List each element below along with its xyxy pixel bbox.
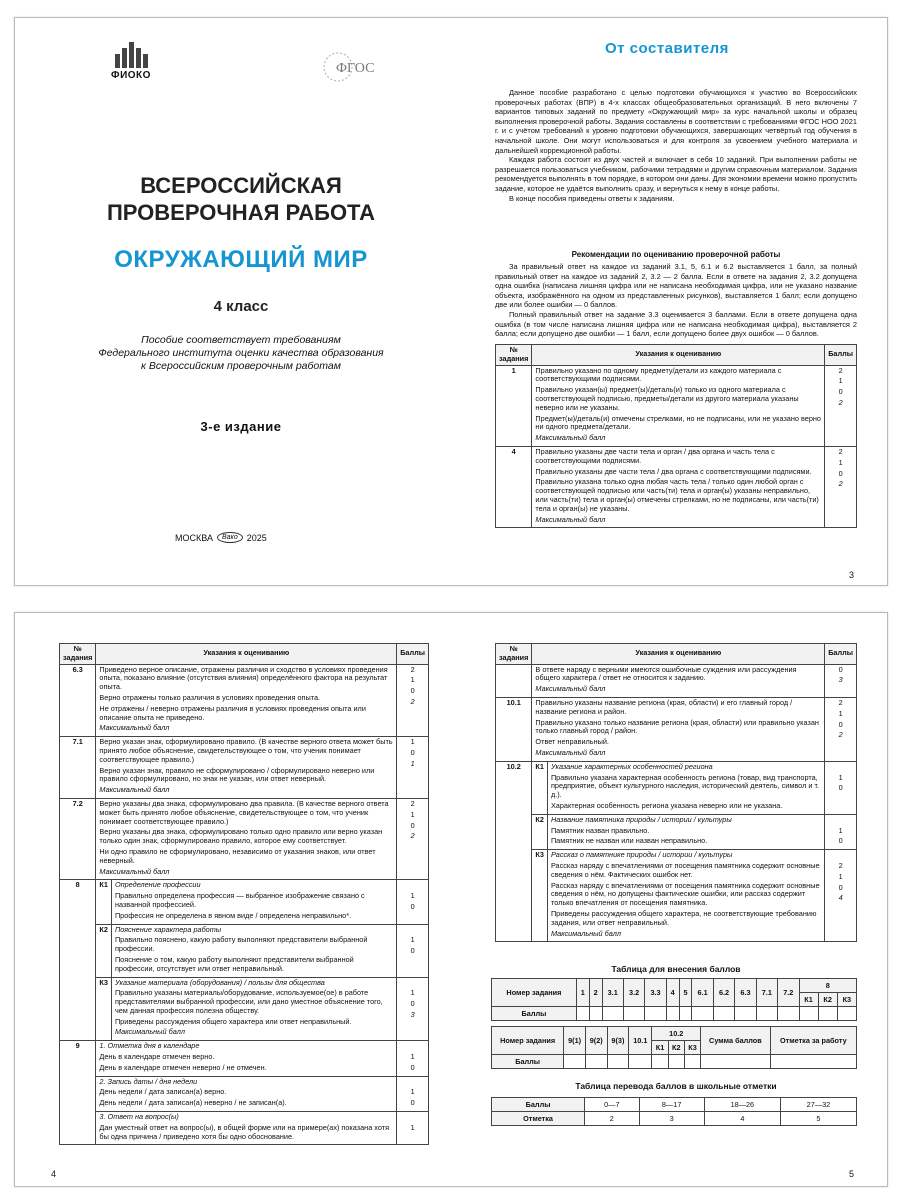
- fioko-bars-icon: [110, 42, 152, 68]
- score-sum-col: Сумма баллов: [701, 1027, 770, 1055]
- table-body: [496, 365, 857, 528]
- conversion-points-row: [492, 1098, 857, 1112]
- score-entry-cell[interactable]: [607, 1055, 629, 1069]
- points-value: 3: [838, 675, 843, 685]
- score-entry-cell[interactable]: [778, 1007, 799, 1021]
- task-number: 9: [60, 1041, 96, 1145]
- conversion-mark: 3: [639, 1112, 704, 1126]
- points-cell: [397, 1112, 429, 1145]
- instruction-text: Правильно указаны две части тела и орган / два органа и часть тела с соответствующими подписями.: [535, 446, 775, 465]
- score-criterion-col: К3: [837, 993, 856, 1007]
- points-value: 0: [838, 882, 843, 892]
- points-value: 2: [410, 798, 415, 808]
- cover-city: МОСКВА: [175, 532, 213, 543]
- score-row-label: Баллы: [492, 1055, 564, 1069]
- instruction-text: Правильно указана только одна любая часть тела / только один любой орган с соответствующей подписью или часть(ти) тела и орган(ы) указаны неправильно, или часть(ти) тела и орган(ы) отмечены стрелками, но не подписаны, или часть(ти) тела и орган(ы) не указаны.: [535, 477, 819, 513]
- header-points: Баллы: [825, 644, 857, 665]
- points-value: 0: [838, 719, 843, 729]
- top-spread: [14, 17, 888, 586]
- max-score-label: Максимальный балл: [99, 723, 170, 733]
- conversion-range: 27—32: [780, 1098, 856, 1112]
- score-task-col: 1: [576, 979, 589, 1007]
- instruction-text: Ни одно правило не сформулировано, независимо от указания знаков, или ответ неверный.: [99, 846, 376, 865]
- points-spacer: [828, 816, 853, 825]
- instruction-text: Правильно определена профессия — выбранное изображение связано с названной профессией.: [114, 891, 365, 909]
- score-task-col: 7.1: [756, 979, 777, 1007]
- score-entry-cell[interactable]: [645, 1007, 666, 1021]
- points-cell: [825, 697, 857, 761]
- table-row: [496, 446, 857, 527]
- instruction-cell: [96, 798, 397, 879]
- max-score-label: Максимальный балл: [114, 1027, 185, 1037]
- points-value: 2: [838, 365, 843, 375]
- max-score-label: Максимальный балл: [535, 514, 606, 524]
- max-score-label: Максимальный балл: [99, 866, 170, 876]
- table-row: [496, 365, 857, 446]
- score-entry-cell[interactable]: [629, 1055, 652, 1069]
- table-row-criterion: [60, 924, 429, 977]
- score-entry-cell[interactable]: [770, 1055, 856, 1069]
- header-instructions: Указания к оцениванию: [96, 644, 397, 665]
- score-mark-col: Отметка за работу: [770, 1027, 856, 1055]
- rec-paragraph-2: Полный правильный ответ на задание 3.3 оценивается 3 баллами. Если в ответе допущена одна ошибка (в том числе написана лишняя цифра или не написана необходимая цифра), выставляется 2 балла; если допущено две ошибки — 1 балл, если допущено более двух ошибок — 0 баллов.: [495, 309, 857, 339]
- instruction-text: Приведено верное описание, отражены различия и сходство в условиях проведения опыта, показано влияние (отсутствия влияния) определённого фактора на результат опыта.: [99, 664, 388, 692]
- max-score-label: Максимальный балл: [535, 433, 606, 443]
- points-spacer: [400, 1113, 425, 1122]
- instruction-text: День недели / дата записан(а) верно.: [99, 1087, 227, 1097]
- table-row-criterion: [60, 977, 429, 1041]
- score-task-col: 9(2): [585, 1027, 607, 1055]
- points-value: 2: [410, 831, 415, 841]
- cover-title-line2: ПРОВЕРОЧНАЯ РАБОТА: [106, 200, 376, 225]
- cover-subject: ОКРУЖАЮЩИЙ МИР: [114, 246, 368, 273]
- fioko-label: ФИОКО: [111, 70, 151, 81]
- points-value: 1: [838, 708, 843, 718]
- max-score-label: Максимальный балл: [99, 785, 170, 795]
- header-instructions: Указания к оцениванию: [532, 644, 825, 665]
- score-criterion-col: К2: [668, 1041, 684, 1055]
- intro-paragraph-3: В конце пособия приведены ответы к заданиям.: [509, 193, 675, 203]
- points-cell: [397, 880, 429, 924]
- points-cell: [397, 977, 429, 1041]
- table-row-criterion: [60, 880, 429, 924]
- instruction-text: Верно указаны два знака, сформулировано два правила. (В качестве верного ответа может быть принято любое объяснение, свидетельствующее о том, что ученик понимает соответствующее правило.): [99, 798, 389, 826]
- score2-header-row: [492, 1027, 857, 1041]
- criterion-code: К1: [96, 880, 112, 924]
- instruction-text: Правильно указаны материалы/оборудование, используемое(ое) в работе представителями выбранной профессии, или дано уместное объяснение того, чем данная профессия полезна обществу.: [114, 988, 383, 1015]
- instruction-text: Памятник не назван или назван неправильно.: [550, 836, 708, 846]
- header-points: Баллы: [825, 345, 857, 366]
- page-number-4: 4: [51, 1169, 57, 1179]
- criterion-title: 3. Ответ на вопрос(ы): [99, 1112, 179, 1122]
- page-number-3: 3: [849, 570, 855, 580]
- points-spacer: [400, 881, 425, 890]
- scoring-table-page4: [59, 643, 429, 1145]
- score-entry-cell[interactable]: [818, 1007, 837, 1021]
- score-task-col: 9(1): [564, 1027, 586, 1055]
- conversion-marks-row: [492, 1112, 857, 1126]
- score-entry-cell[interactable]: [692, 1007, 713, 1021]
- score-row-label: Номер задания: [492, 1027, 564, 1055]
- criterion-code: К3: [532, 850, 548, 942]
- table-body: [60, 664, 429, 1145]
- criterion-title: Указание характерных особенностей региона: [550, 761, 713, 771]
- points-value: 2: [410, 696, 415, 706]
- instruction-cell: [532, 446, 825, 527]
- header-task-number: № задания: [496, 644, 532, 665]
- conversion-mark: 2: [585, 1112, 639, 1126]
- instruction-text: Памятник назван правильно.: [550, 825, 650, 835]
- conversion-range: 18—26: [704, 1098, 780, 1112]
- score-entry-cell[interactable]: [602, 1007, 623, 1021]
- intro-text: [495, 88, 857, 203]
- points-value: 4: [838, 893, 843, 903]
- score-entry-cell[interactable]: [589, 1007, 602, 1021]
- score-task-col: 2: [589, 979, 602, 1007]
- score-entry-cell[interactable]: [652, 1055, 668, 1069]
- bottom-spread: [14, 612, 888, 1187]
- recommendations-text: [495, 262, 857, 339]
- points-cell: [825, 814, 857, 849]
- table-row-criterion: [496, 850, 857, 942]
- instruction-cell: [96, 1041, 397, 1076]
- scoring-table-page5: [495, 643, 857, 942]
- points-value: 0: [838, 387, 843, 397]
- score1-header-row: [492, 979, 857, 993]
- table-row-part: [60, 1076, 429, 1111]
- table-row-criterion: [496, 814, 857, 849]
- conversion-mark: 4: [704, 1112, 780, 1126]
- table-row: [60, 737, 429, 799]
- task-number: 1: [496, 365, 532, 446]
- instruction-cell: [96, 664, 397, 737]
- points-value: 3: [410, 1009, 415, 1019]
- points-value: 0: [410, 1062, 415, 1072]
- instruction-text: Верно указаны два знака, сформулировано только одно правило или верно указан только один знак, сформулировано правило, которое ему соответствует.: [99, 827, 383, 846]
- intro-paragraph-2: Каждая работа состоит из двух частей и включает в себя 10 заданий. При выполнении работы не разрешается пользоваться учебником, рабочими тетрадями и другим справочным материалом. Задания рекомендуется выполнять в том порядке, в котором они даны. Для экономии времени можно пропустить задание, которое не удаётся выполнить сразу, и вернуться к нему в конце работы.: [495, 155, 857, 193]
- score-criterion-col: К2: [818, 993, 837, 1007]
- points-value: 0: [410, 1098, 415, 1108]
- instruction-text: День недели / дата записан(а) неверно / не записан(а).: [99, 1098, 287, 1108]
- points-value: 1: [838, 457, 843, 467]
- instruction-cell: [111, 880, 396, 924]
- conversion-label: Баллы: [492, 1098, 585, 1112]
- instruction-text: Не отражены / неверно отражены различия в условиях проведения опыта или описание опыта не приведено.: [99, 703, 366, 722]
- instruction-text: Верно указан знак, сформулировано правило. (В качестве верного ответа может быть принято любое объяснение, свидетельствующее о том, что ученик понимает соответствующее правило.): [99, 737, 393, 764]
- max-score-label: Максимальный балл: [550, 928, 621, 938]
- cover-desc-line1: Пособие соответствует требованиям: [141, 334, 341, 346]
- instruction-text: Верно указан знак, правило не сформулировано / сформулировано неверно или правило сформулировано, но знак не указан, или ответ неверный.: [99, 765, 375, 784]
- points-value: 1: [838, 871, 843, 881]
- score-entry-cell[interactable]: [799, 1007, 818, 1021]
- instruction-text: Характерная особенность региона указана неверно или не указана.: [550, 800, 783, 810]
- instruction-cell: [547, 850, 824, 942]
- points-value: 1: [410, 1087, 415, 1097]
- header-task-number: № задания: [496, 345, 532, 366]
- table-row-criterion: [496, 761, 857, 814]
- score-entry-cell[interactable]: [564, 1055, 586, 1069]
- instruction-text: День в календаре отмечен неверно / не отмечен.: [99, 1062, 267, 1072]
- instruction-cell: [547, 814, 824, 849]
- points-cell: [397, 924, 429, 977]
- cover-desc-line2: Федерального института оценки качества образования: [98, 347, 384, 359]
- criterion-title: 1. Отметка дня в календаре: [99, 1041, 200, 1051]
- task-number-empty: [496, 664, 532, 697]
- points-cell: [397, 737, 429, 799]
- score2-points-row: [492, 1055, 857, 1069]
- cover-desc-line3: к Всероссийским проверочным работам: [141, 360, 341, 372]
- task-number: 8: [60, 880, 96, 1041]
- criterion-title: Пояснение характера работы: [114, 924, 222, 934]
- instruction-text: Правильно указано только название региона (края, области) или правильно указан только главный город / район.: [535, 717, 819, 736]
- criterion-title: 2. Запись даты / дня недели: [99, 1076, 198, 1086]
- max-score-label: Максимальный балл: [535, 684, 606, 694]
- points-cell: [397, 1076, 429, 1111]
- score-task-col: 5: [679, 979, 692, 1007]
- points-value: 1: [838, 772, 843, 782]
- cover-page: [15, 18, 465, 585]
- points-cell: [825, 365, 857, 446]
- score1-points-row: [492, 1007, 857, 1021]
- header-instructions: Указания к оцениванию: [532, 345, 825, 366]
- score-entry-cell[interactable]: [668, 1055, 684, 1069]
- points-value: 2: [838, 730, 843, 740]
- cover-description: [87, 334, 395, 373]
- score-task-col-group: 10.2: [652, 1027, 701, 1041]
- instruction-cell: [96, 1112, 397, 1145]
- points-cell: [397, 664, 429, 737]
- points-value: 0: [410, 999, 415, 1009]
- table-row-part: [60, 1112, 429, 1145]
- score-entry-cell[interactable]: [735, 1007, 756, 1021]
- table-row-continuation: [496, 664, 857, 697]
- instruction-cell: [111, 924, 396, 977]
- points-value: 1: [410, 758, 415, 768]
- task-number: 6.3: [60, 664, 96, 737]
- conversion-table-title: Таблица перевода баллов в школьные отметки: [575, 1081, 777, 1091]
- score-table-title: Таблица для внесения баллов: [611, 964, 741, 974]
- points-value: 1: [410, 935, 415, 945]
- publisher-logo: Вако: [217, 532, 243, 543]
- score-entry-table-1: [491, 978, 857, 1021]
- score-task-col-group: 8: [799, 979, 857, 993]
- fgos-logo: [320, 43, 375, 87]
- table-header-row: [496, 644, 857, 665]
- table-header-row: [60, 644, 429, 665]
- instruction-text: Правильно указано по одному предмету/детали из каждого материала с соответствующими подписями.: [535, 365, 782, 384]
- points-value: 2: [838, 479, 843, 489]
- score-entry-cell[interactable]: [684, 1055, 700, 1069]
- points-cell: [825, 664, 857, 697]
- points-cell: [825, 446, 857, 527]
- instruction-text: Рассказ наряду с впечатлениями от посещения памятника содержит основные сведения о нём, но допущены фактические ошибки, или рассказ содержит только впечатления от посещения памятника.: [550, 880, 820, 908]
- criterion-title: Указание материала (оборудования) / пользы для общества: [114, 977, 325, 987]
- score-entry-cell[interactable]: [666, 1007, 679, 1021]
- instruction-text: В ответе наряду с верными имеются ошибочные суждения или рассуждения общего характера / ответ не относится к заданию.: [535, 664, 797, 683]
- points-value: 1: [410, 1052, 415, 1062]
- points-spacer: [400, 979, 425, 988]
- points-spacer: [400, 1042, 425, 1051]
- score-entry-cell[interactable]: [756, 1007, 777, 1021]
- score-entry-cell[interactable]: [623, 1007, 644, 1021]
- criterion-title: Рассказ о памятнике природы / истории / культуры: [550, 850, 733, 860]
- score-task-col: 3.3: [645, 979, 666, 1007]
- points-value: 2: [410, 664, 415, 674]
- score-task-col: 6.1: [692, 979, 713, 1007]
- points-value: 0: [838, 836, 843, 846]
- points-value: 0: [838, 468, 843, 478]
- score-task-col: 7.2: [778, 979, 799, 1007]
- task-number: 7.1: [60, 737, 96, 799]
- points-cell: [825, 761, 857, 814]
- instruction-text: Дан уместный ответ на вопрос(ы), в общей форме или на примере(ах) показана хотя бы одна причина / приведено хотя бы одно обоснование.: [99, 1122, 390, 1141]
- points-value: 0: [838, 783, 843, 793]
- points-value: 0: [410, 686, 415, 696]
- instruction-text: Правильно указаны две части тела / два органа с соответствующими подписями.: [535, 466, 812, 476]
- instruction-text: Правильно указан(ы) предмет(ы)/деталь(и) только из одного материала с соответствующей подписью, предметы/детали из другого материала указаны неверно или не указаны.: [535, 385, 799, 412]
- instruction-cell: [96, 737, 397, 799]
- points-value: 1: [838, 825, 843, 835]
- table-row-part: [60, 1041, 429, 1076]
- points-spacer: [400, 1078, 425, 1087]
- score-task-col: 3.1: [602, 979, 623, 1007]
- max-score-label: Максимальный балл: [535, 747, 606, 757]
- points-spacer: [400, 926, 425, 935]
- instruction-text: Верно отражены только различия в условиях проведения опыта.: [99, 692, 321, 702]
- criterion-code: К2: [532, 814, 548, 849]
- fioko-logo: [110, 42, 152, 81]
- conversion-table: [491, 1097, 857, 1126]
- points-value: 2: [838, 697, 843, 707]
- cover-title-line1: ВСЕРОССИЙСКАЯ: [140, 173, 342, 198]
- conversion-label: Отметка: [492, 1112, 585, 1126]
- points-value: 0: [410, 747, 415, 757]
- points-value: 1: [410, 988, 415, 998]
- instruction-text: Приведены рассуждения общего характера или ответ неправильный.: [114, 1016, 352, 1026]
- score-task-col: 6.2: [713, 979, 734, 1007]
- points-cell: [397, 798, 429, 879]
- header-task-number: № задания: [60, 644, 96, 665]
- intro-paragraph-1: Данное пособие разработано с целью подготовки обучающихся к участию во Всероссийских проверочных работах (ВПР) в 4-х классах общеобразовательных организаций. В него включены 7 вариантов типовых заданий по предмету «Окружающий мир» за курс начальной школы и образец выполнения проверочной работы. Задания составлены в соответствии с требованиями ФГОС НОО 2021 г. и с учётом требований к уровню подготовки обучающихся, завершающих четвёртый год обучения в начальной школе. Они могут использоваться и для контроля за усвоением учебного материала и дальнейшей коррекционной работы.: [495, 88, 857, 155]
- score-entry-cell[interactable]: [701, 1055, 770, 1069]
- points-value: 1: [410, 675, 415, 685]
- instruction-cell: [111, 977, 396, 1041]
- score-entry-cell[interactable]: [585, 1055, 607, 1069]
- score-criterion-col: К1: [799, 993, 818, 1007]
- criterion-title: Определение профессии: [114, 880, 201, 890]
- fgos-label: ФГОС: [336, 61, 375, 76]
- points-value: 0: [410, 946, 415, 956]
- criterion-code: К1: [532, 761, 548, 814]
- score-entry-cell[interactable]: [837, 1007, 856, 1021]
- instruction-cell: [532, 365, 825, 446]
- score-task-col: 10.1: [629, 1027, 652, 1055]
- points-value: 0: [410, 820, 415, 830]
- score-task-col: 6.3: [735, 979, 756, 1007]
- score-entry-cell[interactable]: [713, 1007, 734, 1021]
- instruction-text: Правильно указана характерная особенность региона (товар, вид транспорта, предприятие, объект культурного наследия, исторический деятель, символ и т. д.).: [550, 772, 820, 800]
- table-row: [60, 664, 429, 737]
- points-value: 1: [410, 737, 415, 747]
- criterion-code: К3: [96, 977, 112, 1041]
- score-entry-cell[interactable]: [576, 1007, 589, 1021]
- score-entry-table-2: [491, 1026, 857, 1069]
- cover-edition: 3-е издание: [200, 419, 282, 434]
- scoring-table-page3: [495, 344, 857, 528]
- points-value: 2: [838, 860, 843, 870]
- points-value: 1: [838, 376, 843, 386]
- points-value: 2: [838, 397, 843, 407]
- instruction-text: Профессия не определена в явном виде / определена неправильно*.: [114, 910, 352, 920]
- table-body: [496, 664, 857, 942]
- instruction-text: Рассказ наряду с впечатлениями от посещения памятника содержит основные сведения о нём. Фактических ошибок нет.: [550, 860, 820, 879]
- section-title: От составителя: [605, 40, 729, 57]
- points-cell: [397, 1041, 429, 1076]
- recommendations-title: Рекомендации по оцениванию проверочной работы: [571, 250, 781, 259]
- criterion-title: Название памятника природы / истории / культуры: [550, 814, 732, 824]
- table-header-row: [496, 345, 857, 366]
- instruction-text: День в календаре отмечен верно.: [99, 1052, 215, 1062]
- task-number: 4: [496, 446, 532, 527]
- instruction-text: Правильно указаны название региона (края, области) и его главный город / название региона и район.: [535, 697, 793, 716]
- points-spacer: [828, 851, 853, 860]
- task-number: 10.1: [496, 697, 532, 761]
- score-task-col: 9(3): [607, 1027, 629, 1055]
- instruction-text: Приведены рассуждения общего характера, не соответствующие требованию задания, или ответ неправильный.: [550, 908, 817, 927]
- conversion-mark: 5: [780, 1112, 856, 1126]
- score-row-label: Номер задания: [492, 979, 577, 1007]
- cover-year: 2025: [246, 532, 267, 543]
- conversion-range: 8—17: [639, 1098, 704, 1112]
- points-spacer: [828, 763, 853, 772]
- score-criterion-col: К3: [684, 1041, 700, 1055]
- task-number: 10.2: [496, 761, 532, 942]
- cover-grade: 4 класс: [213, 298, 269, 315]
- points-value: 0: [410, 901, 415, 911]
- instruction-cell: [532, 664, 825, 697]
- instruction-text: Пояснение о том, какую работу выполняют представители выбранной профессии, отсутствует или ответ неправильный.: [114, 954, 354, 973]
- instruction-cell: [532, 697, 825, 761]
- points-value: 1: [410, 1122, 415, 1132]
- points-value: 1: [410, 891, 415, 901]
- score-task-col: 3.2: [623, 979, 644, 1007]
- points-value: 0: [838, 664, 843, 674]
- instruction-cell: [96, 1076, 397, 1111]
- instruction-cell: [547, 761, 824, 814]
- task-number: 7.2: [60, 798, 96, 879]
- cover-imprint: [175, 532, 267, 543]
- points-value: 1: [410, 809, 415, 819]
- score-task-col: 4: [666, 979, 679, 1007]
- points-value: 2: [838, 446, 843, 456]
- table-row: [60, 798, 429, 879]
- table-row: [496, 697, 857, 761]
- criterion-code: К2: [96, 924, 112, 977]
- instruction-text: Правильно пояснено, какую работу выполняют представители выбранной профессии.: [114, 935, 368, 954]
- rec-paragraph-1: За правильный ответ на каждое из заданий 3.1, 5, 6.1 и 6.2 выставляется 1 балл, за полный правильный ответ на каждое из заданий 2, 3.2 — 2 балла. Если в ответе на задания 2, 3.2 допущена одна ошибка (написана лишняя цифра или не написана необходимая цифра, или не указано название объекта, изображённого на одном из представленных рисунков), выставляется 1 балл; если допущено две или более ошибки — 0 баллов.: [495, 262, 857, 310]
- page-number-5: 5: [849, 1169, 855, 1179]
- header-points: Баллы: [397, 644, 429, 665]
- instruction-text: Ответ неправильный.: [535, 737, 609, 747]
- conversion-range: 0—7: [585, 1098, 639, 1112]
- score-criterion-col: К1: [652, 1041, 668, 1055]
- score-entry-cell[interactable]: [679, 1007, 692, 1021]
- score-row-label: Баллы: [492, 1007, 577, 1021]
- instruction-text: Предмет(ы)/деталь(и) отмечены стрелками, но не подписаны, или не указано верно ни одного предмета/детали.: [535, 413, 821, 432]
- points-cell: [825, 850, 857, 942]
